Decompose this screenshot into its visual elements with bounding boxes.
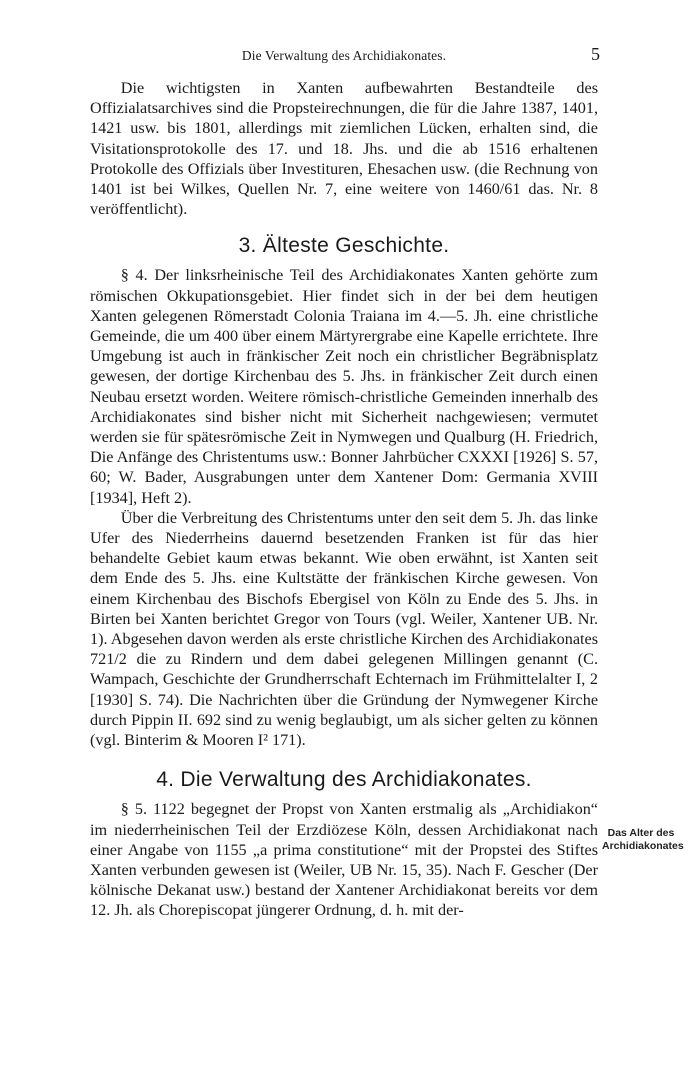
section-4-paragraph-1: § 5. 1122 begegnet der Propst von Xanten erstmalig als „Archidiakon“ im niederrheinischen Teil der Erzdiözese Köln, dessen Archidiakonat nach einer Angabe von 1155 „a prima constitutione“ mit der Propstei des Stiftes Xanten verbunden gewesen ist (Weiler, UB Nr. 15, 35). Nach F. Gescher (Der kölnische Dekanat usw.) bestand der Xantener Archidiakonat bereits vor dem 12. Jh. als Chorepiscopat jüngerer Ordnung, d. h. mit der- [90,800,598,920]
page-number: 5 [591,44,600,64]
section-3-heading: 3. Älteste Geschichte. [238,234,450,258]
section-3-paragraph-1: § 4. Der linksrheinische Teil des Archidiakonates Xanten gehörte zum römischen Okkupationsgebiet. Hier findet sich in der bei dem heutigen Xanten gelegenen Römerstadt Colonia Traiana im 4.—5. Jh. eine christliche Gemeinde, die um 400 über einem Märtyrergrabe eine Kapelle errichtete. Ihre Umgebung ist auch in fränkischer Zeit noch ein christlicher Begräbnisplatz gewesen, der dortige Kirchenbau des 5. Jhs. in fränkischer Zeit durch einen Neubau ersetzt worden. Weitere römisch-christliche Gemeinden innerhalb des Archidiakonates sind bisher nicht mit Sicherheit nachgewiesen; vermutet werden sie für spätesrömische Zeit in Nymwegen und Qualburg (H. Friedrich, Die Anfänge des Christentums usw.: Bonner Jahrbücher CXXXI [1926] S. 57, 60; W. Bader, Ausgrabungen unter dem Xantener Dom: Germania XVIII [1934], Heft 2). [90,266,598,507]
body-text [90,78,598,921]
running-head: Die Verwaltung des Archidiakonates. [241,48,447,63]
section-4-heading: 4. Die Verwaltung des Archidiakonates. [156,768,532,792]
paragraph-intro: Die wichtigsten in Xanten aufbewahrten Bestandteile des Offizialatsarchives sind die Propsteirechnungen, die für die Jahre 1387, 1401, 1421 usw. bis 1801, allerdings mit ziemlichen Lücken, erhalten sind, die Visitationsprotokolle des 17. und 18. Jhs. und die ab 1516 erhaltenen Protokolle des Offizials über Investituren, Ehesachen usw. (die Rechnung von 1401 ist bei Wilkes, Quellen Nr. 7, eine weitere von 1460/61 das. Nr. 8 veröffentlicht). [90,79,598,219]
section-3-paragraph-2: Über die Verbreitung des Christentums unter den seit dem 5. Jh. das linke Ufer des Niederrheins dauernd besetzenden Franken ist für das hier behandelte Gebiet kaum etwas bekannt. Wie oben erwähnt, ist Xanten seit dem Ende des 5. Jhs. eine Kultstätte der fränkischen Kirche gewesen. Von einem Kirchenbau des Bischofs Ebergisel von Köln zu Ende des 5. Jhs. in Birten bei Xanten berichtet Gregor von Tours (vgl. Weiler, Xantener UB. Nr. 1). Abgesehen davon werden als erste christliche Kirchen des Archidiakonates 721/2 die zu Rindern und dem dabei gelegenen Millingen genannt (C. Wampach, Geschichte der Grundherrschaft Echternach im Frühmittelalter I, 2 [1930] S. 74). Die Nachrichten über die Gründung der Nymwegener Kirche durch Pippin II. 692 sind zu wenig beglaubigt, um als sicher gelten zu können (vgl. Binterim & Mooren I² 171). [90,508,598,750]
margin-note: Das Alter des Archidiakonates [602,827,684,852]
